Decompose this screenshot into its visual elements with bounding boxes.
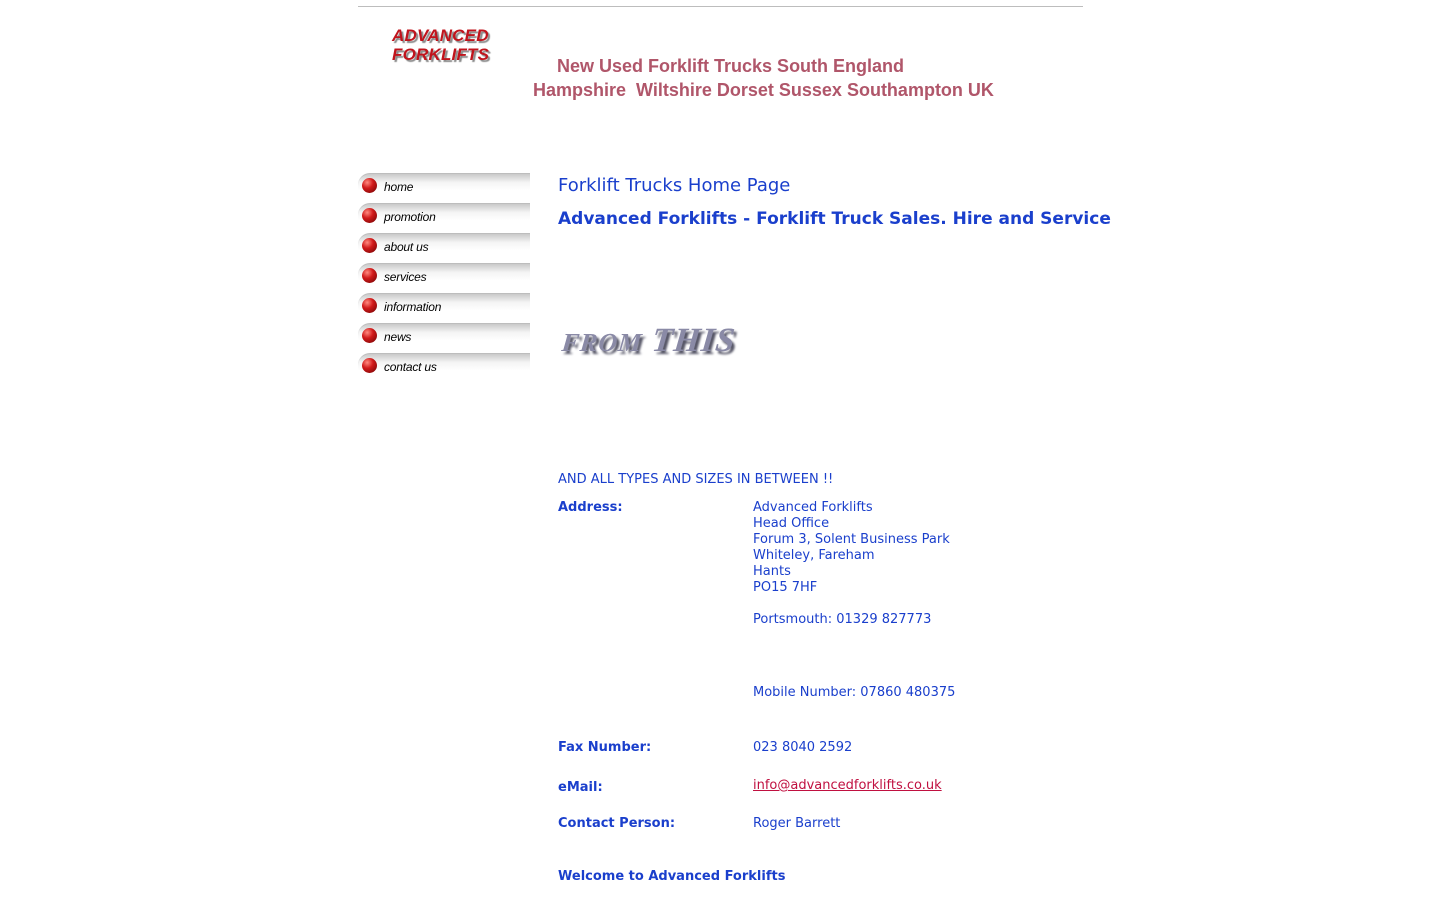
- contact-value: Roger Barrett: [753, 816, 841, 831]
- from-this-word-2: THIS: [650, 322, 738, 359]
- nav-item-services[interactable]: [358, 263, 530, 293]
- from-this-word-1: FROM: [560, 328, 644, 357]
- red-bullet-icon: [362, 238, 377, 253]
- address-line: Advanced Forklifts: [753, 500, 873, 515]
- logo-line-2: FORKLIFTS: [392, 45, 490, 64]
- top-divider: [358, 6, 1083, 7]
- contact-label: Contact Person:: [558, 816, 676, 831]
- fax-label: Fax Number:: [558, 740, 652, 755]
- red-bullet-icon: [362, 328, 377, 343]
- mobile-phone: Mobile Number: 07860 480375: [753, 685, 956, 700]
- header-tagline-1: New Used Forklift Trucks South England: [557, 56, 905, 76]
- header-tagline-2: Hampshire Wiltshire Dorset Sussex Southampton UK: [533, 80, 994, 100]
- welcome-heading: Welcome to Advanced Forklifts: [558, 869, 786, 884]
- nav-item-home[interactable]: [358, 173, 530, 203]
- address-line: Whiteley, Fareham: [753, 548, 875, 563]
- address-line: PO15 7HF: [753, 580, 818, 595]
- email-label: eMail:: [558, 780, 603, 795]
- red-bullet-icon: [362, 298, 377, 313]
- email-link[interactable]: info@advancedforklifts.co.uk: [753, 778, 942, 793]
- address-line: Forum 3, Solent Business Park: [753, 532, 950, 547]
- nav-item-information[interactable]: [358, 293, 530, 323]
- fax-value: 023 8040 2592: [753, 740, 853, 755]
- sidebar-nav: [358, 173, 530, 383]
- nav-label: about us: [384, 240, 429, 254]
- address-line: Hants: [753, 564, 791, 579]
- nav-label: home: [384, 180, 414, 194]
- site-logo[interactable]: [392, 26, 512, 64]
- address-value: [753, 500, 950, 596]
- main-content: [558, 174, 1111, 884]
- nav-label: information: [384, 300, 442, 314]
- address-line: Head Office: [753, 516, 830, 531]
- nav-item-about-us[interactable]: [358, 233, 530, 263]
- page-subtitle: Advanced Forklifts - Forklift Truck Sales. Hire and Service: [558, 209, 1111, 229]
- from-this-graphic: [560, 322, 737, 360]
- nav-item-promotion[interactable]: [358, 203, 530, 233]
- nav-label: news: [384, 330, 412, 344]
- nav-item-news[interactable]: [358, 323, 530, 353]
- red-bullet-icon: [362, 268, 377, 283]
- nav-label: services: [384, 270, 427, 284]
- red-bullet-icon: [362, 358, 377, 373]
- all-types-text: AND ALL TYPES AND SIZES IN BETWEEN !!: [558, 472, 834, 487]
- nav-item-contact-us[interactable]: [358, 353, 530, 383]
- red-bullet-icon: [362, 178, 377, 193]
- logo-line-1: ADVANCED: [392, 26, 489, 45]
- address-label: Address:: [558, 500, 623, 515]
- nav-label: contact us: [384, 360, 437, 374]
- red-bullet-icon: [362, 208, 377, 223]
- page-title: Forklift Trucks Home Page: [558, 175, 791, 196]
- portsmouth-phone: Portsmouth: 01329 827773: [753, 612, 932, 627]
- nav-label: promotion: [384, 210, 436, 224]
